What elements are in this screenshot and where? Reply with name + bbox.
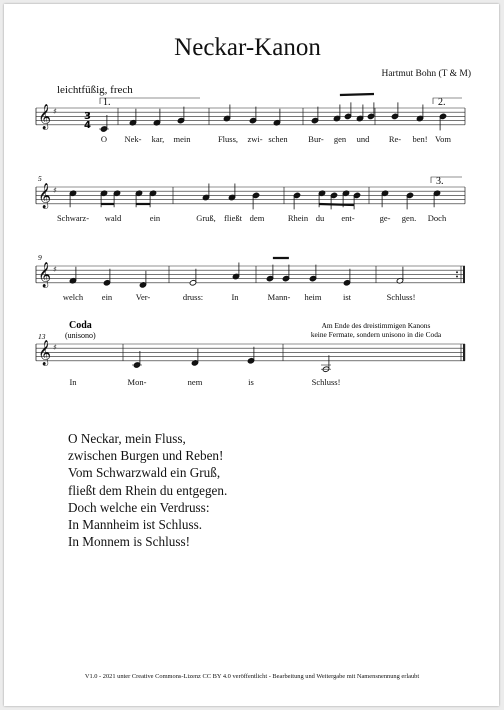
lyric-syllable: zwi-: [247, 134, 263, 144]
repeat-dot: [456, 271, 458, 273]
coda-subtitle: (unisono): [65, 331, 96, 340]
barline-thick: [463, 344, 465, 361]
lyric-syllable: O: [100, 134, 108, 144]
coda-note-line-2: keine Fermate, sondern unisono in die Coda: [310, 330, 442, 339]
tempo-marking: leichtfüßig, frech: [57, 84, 133, 96]
lyric-syllable: In: [231, 292, 239, 302]
lyric-syllable: Re-: [388, 134, 402, 144]
lyric-syllable: ist: [342, 292, 352, 302]
lyrics-system-2: [57, 213, 447, 223]
measure-number-9: 9: [38, 253, 42, 262]
lyrics-system-3: [63, 292, 416, 302]
beam: [340, 94, 374, 95]
lyric-syllable: In: [69, 377, 77, 387]
lyric-syllable: fließt: [224, 213, 242, 223]
lyric-syllable: heim: [304, 292, 322, 302]
lyric-syllable: Schluss!: [386, 292, 416, 302]
lyric-syllable: Vom: [435, 134, 451, 144]
lyric-syllable: Mann-: [267, 292, 291, 302]
verse-line: zwischen Burgen und Reben!: [68, 448, 224, 464]
lyric-syllable: und: [356, 134, 370, 144]
lyric-syllable: Rhein: [287, 213, 309, 223]
lyric-syllable: nem: [187, 377, 203, 387]
treble-clef-icon: 𝄞: [38, 340, 52, 366]
lyric-syllable: Schwarz-: [56, 213, 90, 223]
verse-line: In Monnem is Schluss!: [68, 534, 190, 550]
lyric-syllable: Nek-: [124, 134, 142, 144]
sharp-icon: ♯: [53, 343, 57, 352]
lyric-syllable: ein: [149, 213, 161, 223]
sharp-icon: ♯: [53, 186, 57, 195]
treble-clef-icon: 𝄞: [38, 262, 52, 288]
volta-3: 3.: [436, 176, 444, 187]
lyric-syllable: gen: [333, 134, 347, 144]
lyric-syllable: ein: [101, 292, 113, 302]
lyric-syllable: du: [315, 213, 325, 223]
coda-note-line-1: Am Ende des dreistimmigen Kanons: [321, 321, 431, 330]
composer-credit: Hartmut Bohn (T & M): [381, 69, 471, 79]
measure-number-5: 5: [38, 174, 42, 183]
lyric-syllable: wald: [104, 213, 122, 223]
time-signature-top: 3: [84, 111, 91, 122]
lyric-syllable: Doch: [427, 213, 447, 223]
verse-line: Doch welche ein Verdruss:: [68, 499, 210, 515]
lyric-syllable: Fluss,: [217, 134, 239, 144]
volta-2: 2.: [438, 97, 446, 108]
coda-title: Coda: [69, 320, 92, 331]
lyric-syllable: Gruß,: [196, 213, 216, 223]
lyric-syllable: ben!: [412, 134, 428, 144]
barline-thick: [463, 266, 465, 283]
volta-1: 1.: [103, 97, 111, 108]
verse-line: O Neckar, mein Fluss,: [68, 431, 186, 446]
lyric-syllable: kar,: [151, 134, 165, 144]
beam: [319, 204, 354, 205]
lyric-syllable: dem: [249, 213, 265, 223]
treble-clef-icon: 𝄞: [38, 183, 52, 209]
lyric-syllable: mein: [173, 134, 191, 144]
lyric-syllable: ge-: [379, 213, 391, 223]
page-title: Neckar-Kanon: [174, 34, 321, 61]
lyric-syllable: ent-: [341, 213, 355, 223]
sharp-icon: ♯: [53, 107, 57, 116]
lyric-syllable: welch: [62, 292, 84, 302]
lyric-syllable: Bur-: [308, 134, 324, 144]
treble-clef-icon: 𝄞: [38, 104, 52, 130]
lyric-syllable: Mon-: [127, 377, 147, 387]
lyric-syllable: gen.: [401, 213, 417, 223]
volta-bracket: [100, 98, 200, 104]
verse-line: In Mannheim ist Schluss.: [68, 517, 203, 533]
verse-line: fließt dem Rhein du entgegen.: [68, 482, 228, 498]
lyric-syllable: is: [248, 377, 254, 387]
license-footer: V1.0 - 2021 unter Creative Commons-Lizenz CC BY 4.0 veröffentlicht - Bearbeitung und Weitergabe mit Namensnennung erlaubt: [84, 673, 420, 680]
measure-number-13: 13: [38, 332, 46, 341]
time-signature-bottom: 4: [84, 120, 91, 131]
lyric-syllable: Ver-: [135, 292, 151, 302]
lyric-syllable: schen: [268, 134, 288, 144]
lyrics-system-4: [69, 377, 340, 387]
lyrics-system-1: [101, 134, 451, 144]
lyric-syllable: Schluss!: [311, 377, 341, 387]
verse-text: [68, 430, 227, 550]
sharp-icon: ♯: [53, 265, 57, 274]
repeat-dot: [456, 276, 458, 278]
verse-line: Vom Schwarzwald ein Gruß,: [68, 465, 221, 481]
lyric-syllable: druss:: [182, 292, 204, 302]
